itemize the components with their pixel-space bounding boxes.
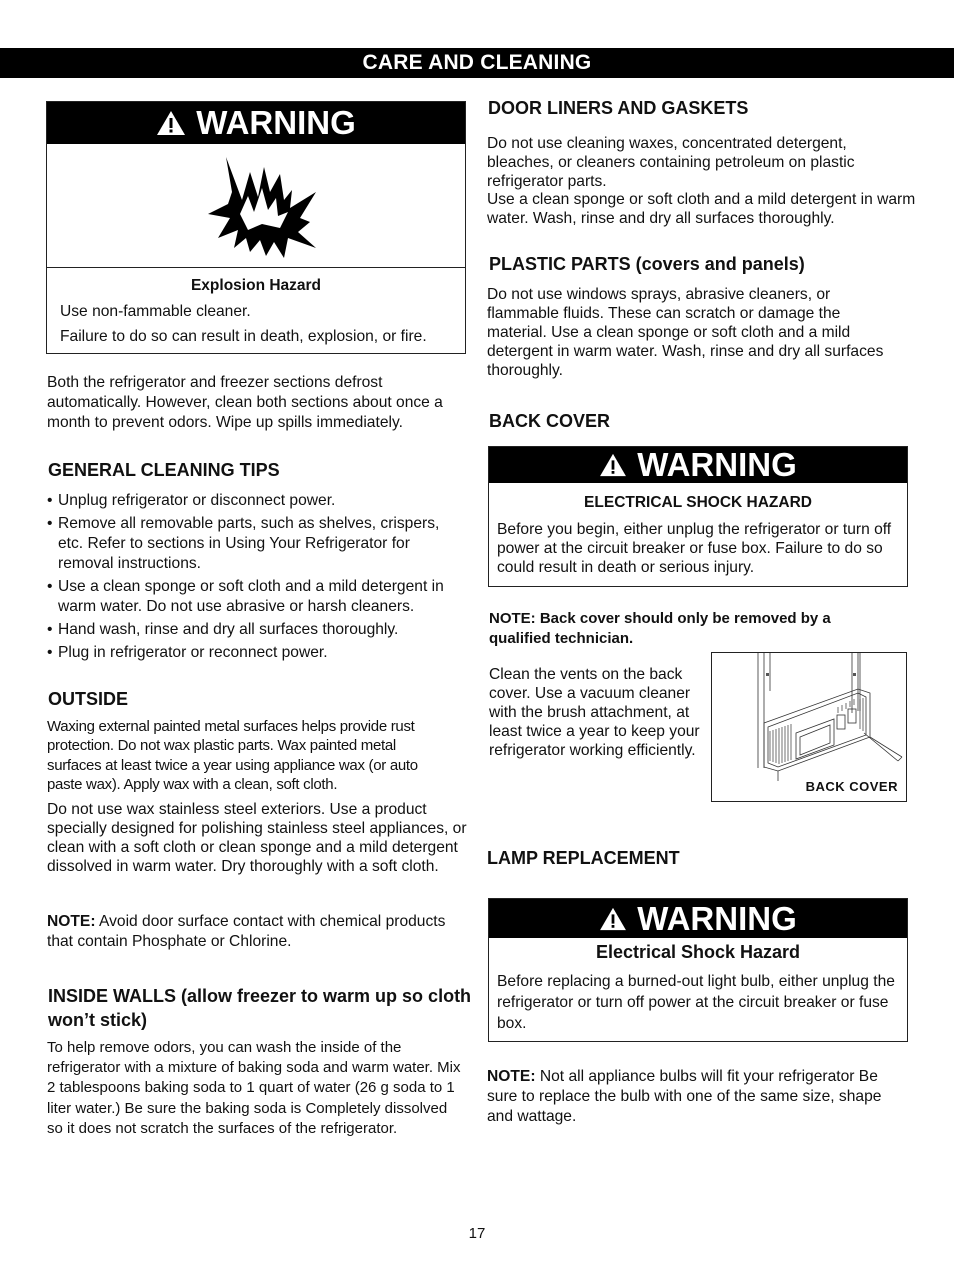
plastic-parts-heading: PLASTIC PARTS (covers and panels) (489, 254, 805, 274)
page-number: 17 (468, 1225, 486, 1242)
back-cover-figure (711, 652, 907, 802)
outside-paragraph-1: Waxing external painted metal surfaces helps provide rust protection. Do not wax plastic parts. Wax painted metal surfaces at least twice a year using appliance wax (or auto paste wax). Apply wax with a clean, soft cloth. (47, 718, 418, 793)
warning-triangle-icon (156, 110, 186, 136)
warning-title: WARNING (637, 899, 797, 937)
door-liners-paragraph-2: Use a clean sponge or soft cloth and a mild detergent in warm water. Wash, rinse and dry all surfaces thoroughly. (487, 191, 916, 227)
door-liners-heading: DOOR LINERS AND GASKETS (488, 98, 749, 118)
inside-walls-paragraph: To help remove odors, you can wash the inside of the refrigerator with a mixture of baking soda and warm water. Mix 2 tablespoons baking soda to 1 quart of water (26 g soda to 1 liter water.) Be sure the baking soda is Completely dissolved so it does not scratch the surfaces of the refrigerator. (47, 1039, 461, 1137)
back-cover-heading: BACK COVER (489, 411, 611, 431)
lamp-replacement-heading: LAMP REPLACEMENT (487, 848, 680, 868)
list-item: • Remove all removable parts, such as shelves, crispers, etc. Refer to sections in Using Your Refrigerator for removal instructions. (47, 514, 467, 574)
warning-triangle-icon (599, 907, 627, 931)
explosion-warning-box (46, 101, 466, 354)
lamp-warning-text: Before replacing a burned-out light bulb, either unplug the refrigerator or turn off power at the circuit breaker or fuse box. (497, 973, 895, 1032)
explosion-icon (204, 152, 324, 262)
inside-walls-heading: INSIDE WALLS (allow freezer to warm up so cloth won’t stick) (48, 986, 472, 1030)
outside-note (47, 912, 452, 952)
outside-paragraph-2: Do not use wax stainless steel exteriors. Use a product specially designed for polishing stainless steel appliances, or clean with a soft cloth or clean sponge and a mild detergent dissolved in warm water. Dry thoroughly with a soft cloth. (47, 801, 467, 875)
lamp-note (487, 1067, 907, 1127)
warning-title-bar (489, 899, 907, 938)
note-label: NOTE: (487, 1068, 536, 1085)
list-item: • Unplug refrigerator or disconnect power. (47, 491, 467, 511)
warning-title-bar (489, 447, 907, 483)
back-cover-paragraph: Clean the vents on the back cover. Use a vacuum cleaner with the brush attachment, at least twice a year to keep your refrigerator working efficiently. (489, 666, 700, 759)
shock-hazard-heading: ELECTRICAL SHOCK HAZARD (584, 494, 812, 511)
warning-line-2: Failure to do so can result in death, explosion, or fire. (60, 328, 427, 345)
plastic-parts-paragraph: Do not use windows sprays, abrasive cleaners, or flammable fluids. These can scratch or damage the material. Use a clean sponge or soft cloth and a mild detergent in warm water. Wash, rinse and dry all surfaces thoroughly. (487, 286, 884, 379)
note-label: NOTE: (47, 913, 96, 930)
lamp-warning-box (488, 898, 908, 1042)
note-text: Avoid door surface contact with chemical products that contain Phosphate or Chlorine. (47, 913, 446, 950)
list-item: • Use a clean sponge or soft cloth and a mild detergent in warm water. Do not use abrasive or harsh cleaners. (47, 577, 467, 617)
warning-title: WARNING (637, 446, 797, 483)
explosion-hazard-heading: Explosion Hazard (190, 277, 322, 294)
shock-warning-box (488, 446, 908, 587)
lamp-hazard-heading: Electrical Shock Hazard (595, 942, 801, 962)
outside-heading: OUTSIDE (48, 689, 129, 709)
explosion-pictogram-area (47, 144, 465, 268)
back-cover-note: NOTE: Back cover should only be removed by a qualified technician. (489, 610, 831, 647)
warning-triangle-icon (599, 453, 627, 477)
warning-title-bar (47, 102, 465, 144)
back-cover-figure-label: BACK COVER (805, 779, 898, 794)
note-text: Not all appliance bulbs will fit your refrigerator Be sure to replace the bulb with one of the same size, shape and wattage. (487, 1068, 882, 1125)
shock-warning-text: Before you begin, either unplug the refrigerator or turn off power at the circuit breaker or fuse box. Failure to do so could result in death or serious injury. (497, 521, 892, 576)
door-liners-paragraph-1: Do not use cleaning waxes, concentrated detergent, bleaches, or cleaners containing petroleum on plastic refrigerator parts. (487, 135, 855, 190)
intro-paragraph: Both the refrigerator and freezer sections defrost automatically. However, clean both sections about once a month to prevent odors. Wipe up spills immediately. (47, 374, 443, 431)
list-item: • Hand wash, rinse and dry all surfaces thoroughly. (47, 620, 467, 640)
section-banner: CARE AND CLEANING (0, 48, 954, 78)
general-cleaning-heading: GENERAL CLEANING TIPS (48, 460, 280, 480)
list-item: • Plug in refrigerator or reconnect power. (47, 643, 467, 663)
warning-line-1: Use non-fammable cleaner. (60, 303, 251, 320)
warning-title: WARNING (196, 104, 356, 141)
general-cleaning-list (47, 491, 467, 666)
